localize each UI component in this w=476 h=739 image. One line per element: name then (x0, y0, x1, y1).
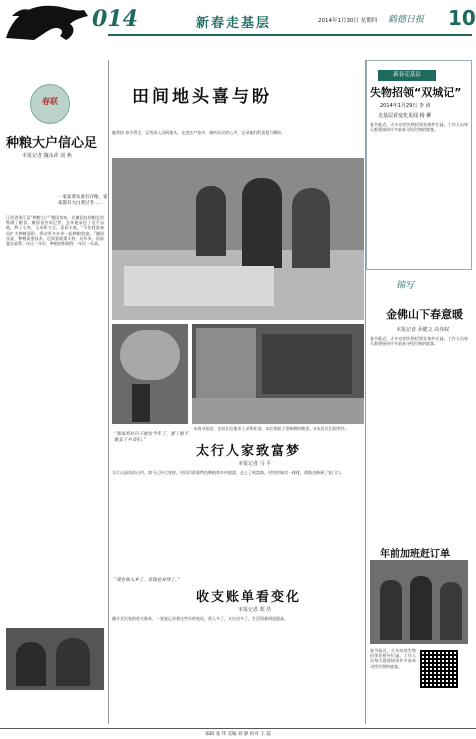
page-section-title: 新春走基层 (196, 16, 272, 31)
horse-logo-icon (4, 2, 92, 42)
right-body: 春节临近，火车站的失物招领处格外忙碌。工作人员每天都要接待许多前来寻找失物的旅客。 (370, 122, 468, 133)
badge-text: 春联 (42, 97, 58, 106)
mid1-byline: 本报记者 马 平 (238, 461, 272, 467)
qr-code-icon (420, 650, 458, 688)
crop-photo (112, 324, 188, 424)
factory-photo (370, 560, 468, 644)
right-mini-head: 走基层看变化见闻 杨 柳 (378, 113, 432, 119)
photo-caption: ①春节临近，农民们在集市上采购年货。②农家院子里晾晒的粮食。③农民在田间劳作。 (194, 426, 349, 431)
series-tag: 新春走基层 (378, 70, 436, 81)
signature-art: 锦写 (396, 281, 415, 291)
mid1-headline: 太行人家致富梦 (196, 444, 302, 459)
mid2-headline: 收支账单看变化 (196, 590, 302, 605)
field-photo (192, 324, 364, 424)
right-headline-3: 年前加班赶订单 (380, 549, 450, 560)
mid1-body: 太行山深处的山村，如今已经大变样。村民们依靠特色种植和乡村旅游，走上了致富路。村里的新房一排排，道路也修到了家门口。 (112, 470, 344, 475)
masthead (0, 0, 476, 42)
right-headline-2: 金佛山下春意暖 (386, 308, 463, 321)
mid1-pull-quote: “我家有好日子就在今年了，富了就不能忘了乡亲们。” (114, 432, 189, 443)
right-headline: 失物招领“双城记” (370, 86, 462, 99)
mid2-pull-quote: “现在收入多了，花钱也舍得了。” (114, 578, 180, 583)
market-photo (112, 158, 364, 320)
paper-name: 鹤德日报 (388, 15, 425, 25)
right-body-3: 春节临近，火车站的失物招领处格外忙碌。工作人员每天都要接待许多前来寻找失物的旅客。 (370, 648, 416, 669)
right-body-2: 春节临近，火车站的失物招领处格外忙碌。工作人员每天都要接待许多前来寻找失物的旅客。 (370, 336, 468, 347)
mid2-byline: 本报记者 郑 浩 (238, 607, 272, 613)
page-footer: 编辑 张 伟 美编 刘 静 校对 王 磊 (0, 728, 476, 739)
right-byline-2: 本报记者 乔健文 高伟权 (396, 327, 450, 333)
masthead-rule (108, 34, 472, 36)
year-art: 014 (92, 6, 138, 32)
main-headline: 田间地头喜与盼 (132, 87, 272, 107)
left-byline: 本报记者 魏永祥 刘 燕 (22, 153, 72, 159)
right-subline: 2014年1月29日 李 涛 (380, 103, 431, 109)
left-body: 江西省余江县“种粮大户”谢国良家，在谢国良的粮仓里堆满了粮食。谢国良告诉记者，去年他承包了近千亩地，种了小麦、玉米和大豆，喜获丰收。“今年我准备再扩大种植面积，带动更多乡亲一起种粮致富。”谢国良说，种粮需要技术，也需要政策支持。近年来，国家惠农政策一年比一年好，种粮的积极性一年比一年高。 (6, 215, 104, 247)
date-line: 2014年1月30日 星期四 (318, 18, 378, 24)
page-number: 10 (448, 6, 476, 30)
left-headline: 种粮大户信心足 (6, 136, 98, 151)
left-lead: 一家家菜农备有存粮，家家都有大白菜过冬…… (58, 195, 108, 206)
mid2-body: 翻开农民家的收支账本，一笔笔记录着这些年的变化。收入多了，支出也多了，生活质量明显提高。 (112, 616, 288, 621)
left-photo (6, 628, 104, 690)
column-rule (108, 60, 109, 724)
main-intro: 编者按 春节将至，记者深入田间地头，走进农户家中，倾听农民的心声，记录他们的喜悦与期盼。 (112, 130, 286, 135)
